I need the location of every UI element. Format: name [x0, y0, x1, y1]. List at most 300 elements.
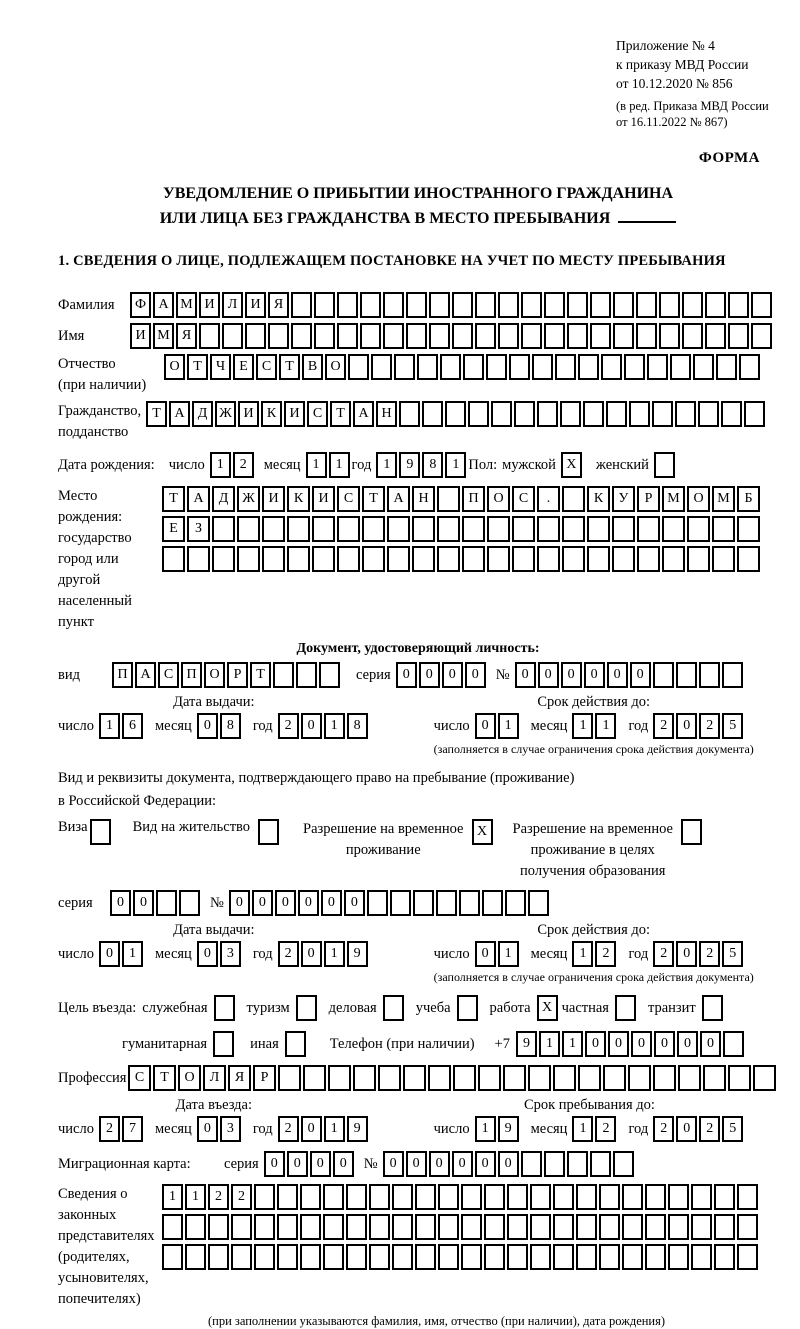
char-cell[interactable]: [530, 1184, 551, 1210]
char-cell[interactable]: 1: [185, 1184, 206, 1210]
char-cell[interactable]: [478, 1065, 501, 1091]
char-cell[interactable]: Т: [279, 354, 300, 380]
char-cell[interactable]: [737, 1244, 758, 1270]
char-cell[interactable]: 0: [310, 1151, 331, 1177]
char-cell[interactable]: 0: [301, 713, 322, 739]
char-cell[interactable]: [445, 401, 466, 427]
char-cell[interactable]: [622, 1214, 643, 1240]
char-cell[interactable]: 0: [561, 662, 582, 688]
purpose-private-checkbox[interactable]: [615, 995, 636, 1021]
char-cell[interactable]: [503, 1065, 526, 1091]
char-cell[interactable]: [739, 354, 760, 380]
char-cell[interactable]: [537, 401, 558, 427]
char-cell[interactable]: [291, 323, 312, 349]
char-cell[interactable]: [468, 401, 489, 427]
char-cell[interactable]: [406, 323, 427, 349]
char-cell[interactable]: Л: [222, 292, 243, 318]
char-cell[interactable]: 1: [99, 713, 120, 739]
char-cell[interactable]: И: [312, 486, 335, 512]
char-cell[interactable]: [437, 486, 460, 512]
char-cell[interactable]: Я: [176, 323, 197, 349]
char-cell[interactable]: 1: [376, 452, 397, 478]
char-cell[interactable]: [636, 292, 657, 318]
char-cell[interactable]: [744, 401, 765, 427]
char-cell[interactable]: 2: [699, 713, 720, 739]
char-cell[interactable]: П: [112, 662, 133, 688]
char-cell[interactable]: 2: [595, 941, 616, 967]
char-cell[interactable]: 5: [722, 713, 743, 739]
char-cell[interactable]: [462, 516, 485, 542]
char-cell[interactable]: [346, 1214, 367, 1240]
char-cell[interactable]: 0: [677, 1031, 698, 1057]
char-cell[interactable]: 0: [287, 1151, 308, 1177]
char-cell[interactable]: [578, 1065, 601, 1091]
char-cell[interactable]: 0: [419, 662, 440, 688]
char-cell[interactable]: 5: [722, 941, 743, 967]
char-cell[interactable]: О: [164, 354, 185, 380]
char-cell[interactable]: [287, 516, 310, 542]
char-cell[interactable]: 0: [465, 662, 486, 688]
char-cell[interactable]: [498, 323, 519, 349]
char-cell[interactable]: [737, 516, 760, 542]
char-cell[interactable]: [532, 354, 553, 380]
char-cell[interactable]: [412, 546, 435, 572]
char-cell[interactable]: О: [325, 354, 346, 380]
char-cell[interactable]: [303, 1065, 326, 1091]
char-cell[interactable]: 8: [422, 452, 443, 478]
char-cell[interactable]: [162, 546, 185, 572]
char-cell[interactable]: [659, 292, 680, 318]
char-cell[interactable]: 0: [442, 662, 463, 688]
char-cell[interactable]: [705, 292, 726, 318]
char-cell[interactable]: [237, 546, 260, 572]
char-cell[interactable]: [287, 546, 310, 572]
char-cell[interactable]: О: [687, 486, 710, 512]
char-cell[interactable]: 9: [347, 941, 368, 967]
char-cell[interactable]: [337, 516, 360, 542]
purpose-tourism-checkbox[interactable]: [296, 995, 317, 1021]
char-cell[interactable]: [676, 662, 697, 688]
char-cell[interactable]: 0: [584, 662, 605, 688]
char-cell[interactable]: [553, 1065, 576, 1091]
char-cell[interactable]: [705, 323, 726, 349]
char-cell[interactable]: [387, 546, 410, 572]
char-cell[interactable]: [716, 354, 737, 380]
char-cell[interactable]: 2: [595, 1116, 616, 1142]
char-cell[interactable]: 1: [572, 713, 593, 739]
char-cell[interactable]: 0: [252, 890, 273, 916]
char-cell[interactable]: [367, 890, 388, 916]
char-cell[interactable]: 1: [324, 1116, 345, 1142]
char-cell[interactable]: [544, 1151, 565, 1177]
char-cell[interactable]: А: [387, 486, 410, 512]
char-cell[interactable]: [417, 354, 438, 380]
char-cell[interactable]: [590, 1151, 611, 1177]
char-cell[interactable]: [296, 662, 317, 688]
char-cell[interactable]: 0: [654, 1031, 675, 1057]
char-cell[interactable]: [453, 1065, 476, 1091]
char-cell[interactable]: [562, 516, 585, 542]
char-cell[interactable]: [699, 662, 720, 688]
char-cell[interactable]: [328, 1065, 351, 1091]
char-cell[interactable]: [440, 354, 461, 380]
char-cell[interactable]: 0: [515, 662, 536, 688]
char-cell[interactable]: 2: [208, 1184, 229, 1210]
char-cell[interactable]: 2: [699, 1116, 720, 1142]
char-cell[interactable]: 1: [539, 1031, 560, 1057]
char-cell[interactable]: Я: [268, 292, 289, 318]
char-cell[interactable]: [399, 401, 420, 427]
char-cell[interactable]: [553, 1244, 574, 1270]
char-cell[interactable]: [528, 890, 549, 916]
char-cell[interactable]: [369, 1184, 390, 1210]
char-cell[interactable]: С: [128, 1065, 151, 1091]
char-cell[interactable]: Т: [153, 1065, 176, 1091]
char-cell[interactable]: 1: [122, 941, 143, 967]
char-cell[interactable]: [712, 546, 735, 572]
char-cell[interactable]: [314, 292, 335, 318]
char-cell[interactable]: [436, 890, 457, 916]
char-cell[interactable]: [245, 323, 266, 349]
char-cell[interactable]: [484, 1184, 505, 1210]
char-cell[interactable]: [360, 323, 381, 349]
char-cell[interactable]: [452, 292, 473, 318]
char-cell[interactable]: [576, 1214, 597, 1240]
char-cell[interactable]: [491, 401, 512, 427]
char-cell[interactable]: [507, 1244, 528, 1270]
char-cell[interactable]: 2: [278, 1116, 299, 1142]
char-cell[interactable]: 0: [197, 941, 218, 967]
char-cell[interactable]: [599, 1244, 620, 1270]
char-cell[interactable]: 0: [275, 890, 296, 916]
char-cell[interactable]: [337, 323, 358, 349]
char-cell[interactable]: [300, 1184, 321, 1210]
char-cell[interactable]: Е: [162, 516, 185, 542]
char-cell[interactable]: [487, 546, 510, 572]
char-cell[interactable]: 8: [220, 713, 241, 739]
char-cell[interactable]: Л: [203, 1065, 226, 1091]
char-cell[interactable]: [231, 1244, 252, 1270]
visa-checkbox[interactable]: [90, 819, 111, 845]
char-cell[interactable]: 0: [630, 662, 651, 688]
char-cell[interactable]: 2: [231, 1184, 252, 1210]
char-cell[interactable]: О: [487, 486, 510, 512]
char-cell[interactable]: З: [187, 516, 210, 542]
char-cell[interactable]: 2: [699, 941, 720, 967]
char-cell[interactable]: [353, 1065, 376, 1091]
char-cell[interactable]: [312, 546, 335, 572]
char-cell[interactable]: П: [462, 486, 485, 512]
char-cell[interactable]: 0: [475, 1151, 496, 1177]
char-cell[interactable]: [337, 292, 358, 318]
char-cell[interactable]: [624, 354, 645, 380]
char-cell[interactable]: И: [199, 292, 220, 318]
char-cell[interactable]: 9: [498, 1116, 519, 1142]
char-cell[interactable]: 2: [278, 713, 299, 739]
char-cell[interactable]: М: [712, 486, 735, 512]
char-cell[interactable]: [587, 516, 610, 542]
char-cell[interactable]: [675, 401, 696, 427]
char-cell[interactable]: [300, 1244, 321, 1270]
char-cell[interactable]: 0: [452, 1151, 473, 1177]
char-cell[interactable]: [277, 1244, 298, 1270]
char-cell[interactable]: 0: [676, 1116, 697, 1142]
char-cell[interactable]: .: [537, 486, 560, 512]
sex-female-checkbox[interactable]: [654, 452, 675, 478]
char-cell[interactable]: [668, 1184, 689, 1210]
char-cell[interactable]: [530, 1214, 551, 1240]
char-cell[interactable]: [254, 1244, 275, 1270]
char-cell[interactable]: [437, 516, 460, 542]
char-cell[interactable]: [484, 1214, 505, 1240]
char-cell[interactable]: 0: [429, 1151, 450, 1177]
char-cell[interactable]: [428, 1065, 451, 1091]
char-cell[interactable]: [360, 292, 381, 318]
char-cell[interactable]: [268, 323, 289, 349]
char-cell[interactable]: [415, 1214, 436, 1240]
char-cell[interactable]: [613, 292, 634, 318]
char-cell[interactable]: [555, 354, 576, 380]
char-cell[interactable]: 0: [538, 662, 559, 688]
char-cell[interactable]: [728, 292, 749, 318]
char-cell[interactable]: Т: [330, 401, 351, 427]
char-cell[interactable]: Ч: [210, 354, 231, 380]
char-cell[interactable]: [622, 1244, 643, 1270]
sex-male-checkbox[interactable]: X: [561, 452, 582, 478]
char-cell[interactable]: [613, 323, 634, 349]
char-cell[interactable]: [578, 354, 599, 380]
char-cell[interactable]: [437, 546, 460, 572]
char-cell[interactable]: 2: [653, 713, 674, 739]
char-cell[interactable]: [537, 516, 560, 542]
char-cell[interactable]: [590, 323, 611, 349]
char-cell[interactable]: [682, 323, 703, 349]
char-cell[interactable]: [362, 516, 385, 542]
char-cell[interactable]: М: [153, 323, 174, 349]
char-cell[interactable]: И: [238, 401, 259, 427]
char-cell[interactable]: [162, 1244, 183, 1270]
char-cell[interactable]: [599, 1184, 620, 1210]
char-cell[interactable]: [507, 1214, 528, 1240]
char-cell[interactable]: [687, 516, 710, 542]
char-cell[interactable]: [576, 1184, 597, 1210]
char-cell[interactable]: [187, 546, 210, 572]
char-cell[interactable]: Р: [253, 1065, 276, 1091]
char-cell[interactable]: [383, 323, 404, 349]
char-cell[interactable]: [208, 1214, 229, 1240]
char-cell[interactable]: [645, 1184, 666, 1210]
char-cell[interactable]: [254, 1184, 275, 1210]
char-cell[interactable]: [562, 486, 585, 512]
char-cell[interactable]: [653, 1065, 676, 1091]
char-cell[interactable]: 0: [607, 662, 628, 688]
purpose-other-checkbox[interactable]: [285, 1031, 306, 1057]
char-cell[interactable]: Т: [162, 486, 185, 512]
char-cell[interactable]: [463, 354, 484, 380]
char-cell[interactable]: [179, 890, 200, 916]
char-cell[interactable]: 1: [572, 1116, 593, 1142]
char-cell[interactable]: Т: [187, 354, 208, 380]
char-cell[interactable]: Ф: [130, 292, 151, 318]
char-cell[interactable]: [629, 401, 650, 427]
purpose-humanitarian-checkbox[interactable]: [213, 1031, 234, 1057]
char-cell[interactable]: [652, 401, 673, 427]
residence-permit-checkbox[interactable]: [258, 819, 279, 845]
char-cell[interactable]: У: [612, 486, 635, 512]
char-cell[interactable]: [645, 1214, 666, 1240]
char-cell[interactable]: [278, 1065, 301, 1091]
char-cell[interactable]: 0: [498, 1151, 519, 1177]
char-cell[interactable]: [728, 1065, 751, 1091]
char-cell[interactable]: 1: [162, 1184, 183, 1210]
char-cell[interactable]: С: [158, 662, 179, 688]
char-cell[interactable]: 0: [475, 713, 496, 739]
char-cell[interactable]: [392, 1184, 413, 1210]
char-cell[interactable]: [422, 401, 443, 427]
char-cell[interactable]: [429, 292, 450, 318]
char-cell[interactable]: [728, 323, 749, 349]
char-cell[interactable]: 2: [233, 452, 254, 478]
char-cell[interactable]: Я: [228, 1065, 251, 1091]
char-cell[interactable]: [406, 292, 427, 318]
char-cell[interactable]: [438, 1214, 459, 1240]
char-cell[interactable]: 6: [122, 713, 143, 739]
char-cell[interactable]: [687, 546, 710, 572]
char-cell[interactable]: Т: [250, 662, 271, 688]
char-cell[interactable]: [461, 1184, 482, 1210]
char-cell[interactable]: [737, 1184, 758, 1210]
char-cell[interactable]: [512, 546, 535, 572]
char-cell[interactable]: С: [512, 486, 535, 512]
char-cell[interactable]: 1: [498, 941, 519, 967]
char-cell[interactable]: [637, 546, 660, 572]
char-cell[interactable]: [645, 1244, 666, 1270]
char-cell[interactable]: 1: [329, 452, 350, 478]
char-cell[interactable]: [185, 1214, 206, 1240]
char-cell[interactable]: [387, 516, 410, 542]
char-cell[interactable]: П: [181, 662, 202, 688]
char-cell[interactable]: 0: [110, 890, 131, 916]
char-cell[interactable]: 2: [99, 1116, 120, 1142]
char-cell[interactable]: [323, 1214, 344, 1240]
char-cell[interactable]: 0: [99, 941, 120, 967]
char-cell[interactable]: 0: [321, 890, 342, 916]
temp-residence-education-checkbox[interactable]: [681, 819, 702, 845]
char-cell[interactable]: О: [178, 1065, 201, 1091]
char-cell[interactable]: С: [337, 486, 360, 512]
char-cell[interactable]: [383, 292, 404, 318]
char-cell[interactable]: [560, 401, 581, 427]
char-cell[interactable]: [319, 662, 340, 688]
char-cell[interactable]: [659, 323, 680, 349]
char-cell[interactable]: [530, 1244, 551, 1270]
char-cell[interactable]: [537, 546, 560, 572]
char-cell[interactable]: [212, 516, 235, 542]
char-cell[interactable]: С: [307, 401, 328, 427]
char-cell[interactable]: [691, 1244, 712, 1270]
char-cell[interactable]: [668, 1214, 689, 1240]
char-cell[interactable]: Н: [376, 401, 397, 427]
char-cell[interactable]: Т: [362, 486, 385, 512]
char-cell[interactable]: [606, 401, 627, 427]
purpose-work-checkbox[interactable]: X: [537, 995, 558, 1021]
char-cell[interactable]: [722, 662, 743, 688]
char-cell[interactable]: [737, 1214, 758, 1240]
char-cell[interactable]: 0: [383, 1151, 404, 1177]
char-cell[interactable]: [753, 1065, 776, 1091]
char-cell[interactable]: 0: [229, 890, 250, 916]
char-cell[interactable]: [567, 1151, 588, 1177]
char-cell[interactable]: [346, 1244, 367, 1270]
char-cell[interactable]: [682, 292, 703, 318]
char-cell[interactable]: Б: [737, 486, 760, 512]
char-cell[interactable]: [482, 890, 503, 916]
char-cell[interactable]: [751, 323, 772, 349]
char-cell[interactable]: [514, 401, 535, 427]
char-cell[interactable]: [670, 354, 691, 380]
char-cell[interactable]: 0: [676, 941, 697, 967]
char-cell[interactable]: [712, 516, 735, 542]
char-cell[interactable]: 1: [445, 452, 466, 478]
char-cell[interactable]: [662, 546, 685, 572]
char-cell[interactable]: [369, 1214, 390, 1240]
char-cell[interactable]: 3: [220, 1116, 241, 1142]
char-cell[interactable]: [737, 546, 760, 572]
char-cell[interactable]: [262, 546, 285, 572]
char-cell[interactable]: Д: [212, 486, 235, 512]
char-cell[interactable]: 0: [264, 1151, 285, 1177]
char-cell[interactable]: [668, 1244, 689, 1270]
char-cell[interactable]: А: [153, 292, 174, 318]
char-cell[interactable]: [461, 1244, 482, 1270]
char-cell[interactable]: [369, 1244, 390, 1270]
char-cell[interactable]: [362, 546, 385, 572]
char-cell[interactable]: [277, 1184, 298, 1210]
char-cell[interactable]: [378, 1065, 401, 1091]
char-cell[interactable]: 9: [347, 1116, 368, 1142]
char-cell[interactable]: 2: [653, 1116, 674, 1142]
char-cell[interactable]: [628, 1065, 651, 1091]
char-cell[interactable]: Р: [227, 662, 248, 688]
char-cell[interactable]: [544, 323, 565, 349]
char-cell[interactable]: 0: [585, 1031, 606, 1057]
char-cell[interactable]: [562, 546, 585, 572]
char-cell[interactable]: [487, 516, 510, 542]
char-cell[interactable]: [678, 1065, 701, 1091]
char-cell[interactable]: [721, 401, 742, 427]
char-cell[interactable]: [237, 516, 260, 542]
char-cell[interactable]: [162, 1214, 183, 1240]
purpose-business-checkbox[interactable]: [383, 995, 404, 1021]
char-cell[interactable]: 0: [344, 890, 365, 916]
char-cell[interactable]: [601, 354, 622, 380]
char-cell[interactable]: [371, 354, 392, 380]
char-cell[interactable]: [346, 1184, 367, 1210]
char-cell[interactable]: [647, 354, 668, 380]
char-cell[interactable]: [698, 401, 719, 427]
char-cell[interactable]: А: [353, 401, 374, 427]
char-cell[interactable]: [394, 354, 415, 380]
char-cell[interactable]: М: [176, 292, 197, 318]
char-cell[interactable]: [185, 1244, 206, 1270]
char-cell[interactable]: 1: [324, 941, 345, 967]
char-cell[interactable]: [505, 890, 526, 916]
char-cell[interactable]: [691, 1214, 712, 1240]
char-cell[interactable]: 8: [347, 713, 368, 739]
char-cell[interactable]: 0: [301, 1116, 322, 1142]
char-cell[interactable]: [475, 323, 496, 349]
purpose-official-checkbox[interactable]: [214, 995, 235, 1021]
